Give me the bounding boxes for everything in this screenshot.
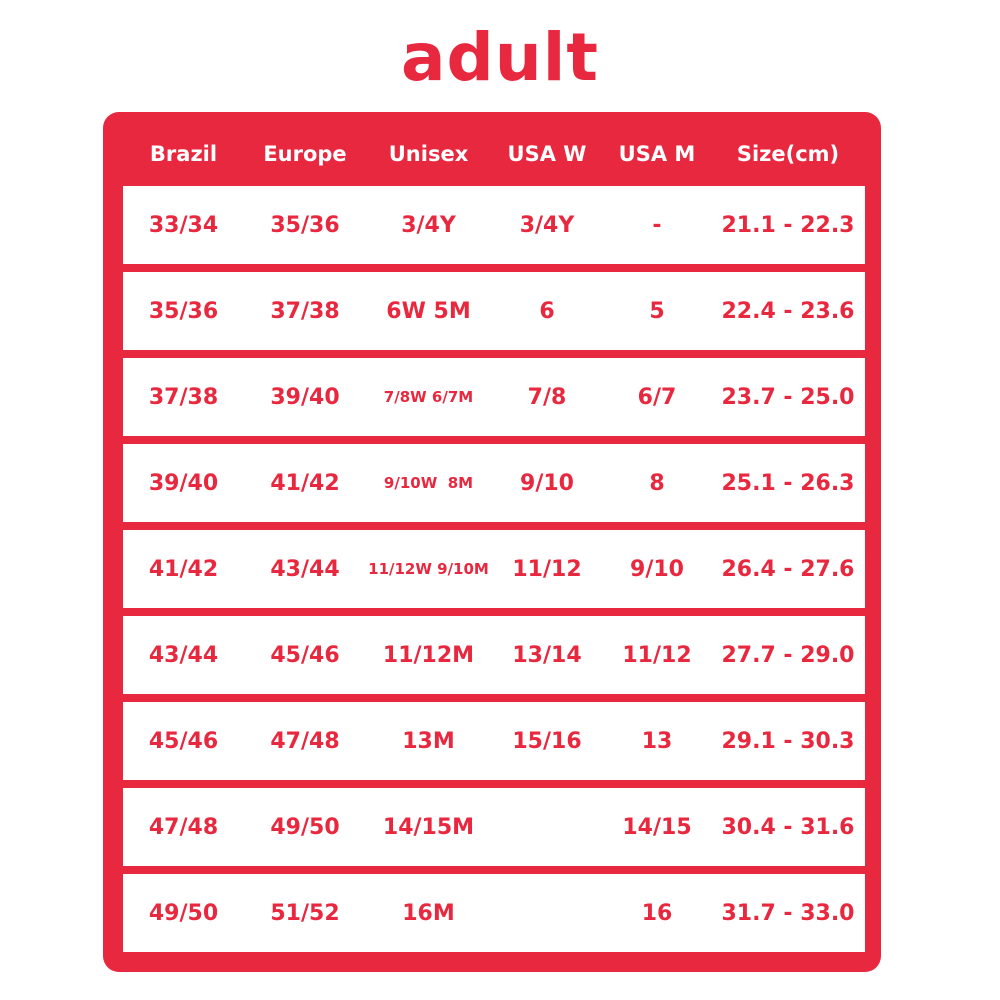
cell-usa-m: 5 — [649, 298, 665, 324]
cell-usa-w: 6 — [539, 298, 555, 324]
cell-europe: 37/38 — [270, 298, 340, 324]
cell-brazil: 49/50 — [148, 900, 219, 926]
cell-brazil: 39/40 — [148, 470, 219, 496]
cell-europe: 41/42 — [270, 470, 340, 496]
cell-size-cm: 26.4 - 27.6 — [721, 556, 855, 582]
table-row — [123, 358, 865, 436]
header-europe: Europe — [263, 142, 347, 166]
cell-brazil: 33/34 — [148, 212, 219, 238]
cell-brazil: 35/36 — [148, 298, 219, 324]
cell-unisex: 6W 5M — [386, 298, 471, 324]
table-row — [123, 186, 865, 264]
cell-size-cm: 25.1 - 26.3 — [721, 470, 855, 496]
cell-size-cm: 23.7 - 25.0 — [721, 384, 855, 410]
table-row — [123, 616, 865, 694]
cell-usa-m: 14/15 — [622, 814, 692, 840]
header-usa-m: USA M — [618, 142, 696, 166]
cell-usa-m: 13 — [641, 728, 673, 754]
cell-usa-w: 9/10 — [520, 470, 574, 496]
table-row — [123, 702, 865, 780]
cell-europe: 39/40 — [270, 384, 340, 410]
cell-usa-m: - — [652, 212, 662, 238]
cell-brazil: 37/38 — [148, 384, 219, 410]
table-row — [123, 874, 865, 952]
cell-size-cm: 22.4 - 23.6 — [721, 298, 855, 324]
cell-europe: 43/44 — [270, 556, 340, 582]
page-title: adult — [401, 19, 599, 96]
table-row — [123, 530, 865, 608]
header-brazil: Brazil — [149, 142, 218, 166]
cell-size-cm: 30.4 - 31.6 — [721, 814, 855, 840]
header-usa-w: USA W — [507, 142, 587, 166]
header-unisex: Unisex — [388, 142, 469, 166]
cell-usa-m: 6/7 — [637, 384, 677, 410]
cell-unisex: 14/15M — [382, 814, 475, 840]
cell-unisex: 11/12M — [382, 642, 475, 668]
cell-size-cm: 21.1 - 22.3 — [721, 212, 855, 238]
cell-size-cm: 27.7 - 29.0 — [721, 642, 855, 668]
cell-europe: 45/46 — [270, 642, 340, 668]
cell-brazil: 43/44 — [148, 642, 219, 668]
cell-unisex: 9/10W 8M — [383, 474, 474, 492]
cell-usa-w: 3/4Y — [519, 212, 575, 238]
table-row — [123, 788, 865, 866]
header-size-cm: Size(cm) — [736, 142, 840, 166]
table-row — [123, 272, 865, 350]
cell-unisex: 7/8W 6/7M — [383, 388, 474, 406]
cell-usa-w: 7/8 — [527, 384, 567, 410]
table-row — [123, 444, 865, 522]
cell-size-cm: 29.1 - 30.3 — [721, 728, 855, 754]
size-chart-table — [103, 112, 881, 972]
cell-brazil: 45/46 — [148, 728, 219, 754]
cell-usa-m: 11/12 — [622, 642, 692, 668]
cell-europe: 49/50 — [270, 814, 340, 840]
cell-brazil: 47/48 — [148, 814, 219, 840]
cell-unisex: 11/12W 9/10M — [368, 560, 489, 578]
cell-europe: 47/48 — [270, 728, 340, 754]
cell-unisex: 13M — [402, 728, 455, 754]
table-header — [123, 130, 865, 178]
cell-usa-w: 13/14 — [512, 642, 582, 668]
cell-usa-w: 15/16 — [512, 728, 582, 754]
cell-brazil: 41/42 — [148, 556, 219, 582]
cell-unisex: 3/4Y — [401, 212, 456, 238]
cell-size-cm: 31.7 - 33.0 — [721, 900, 855, 926]
cell-unisex: 16M — [402, 900, 455, 926]
cell-usa-m: 9/10 — [630, 556, 684, 582]
cell-usa-m: 16 — [641, 900, 673, 926]
cell-usa-w: 11/12 — [512, 556, 582, 582]
cell-europe: 35/36 — [270, 212, 340, 238]
cell-usa-m: 8 — [649, 470, 665, 496]
cell-europe: 51/52 — [270, 900, 340, 926]
